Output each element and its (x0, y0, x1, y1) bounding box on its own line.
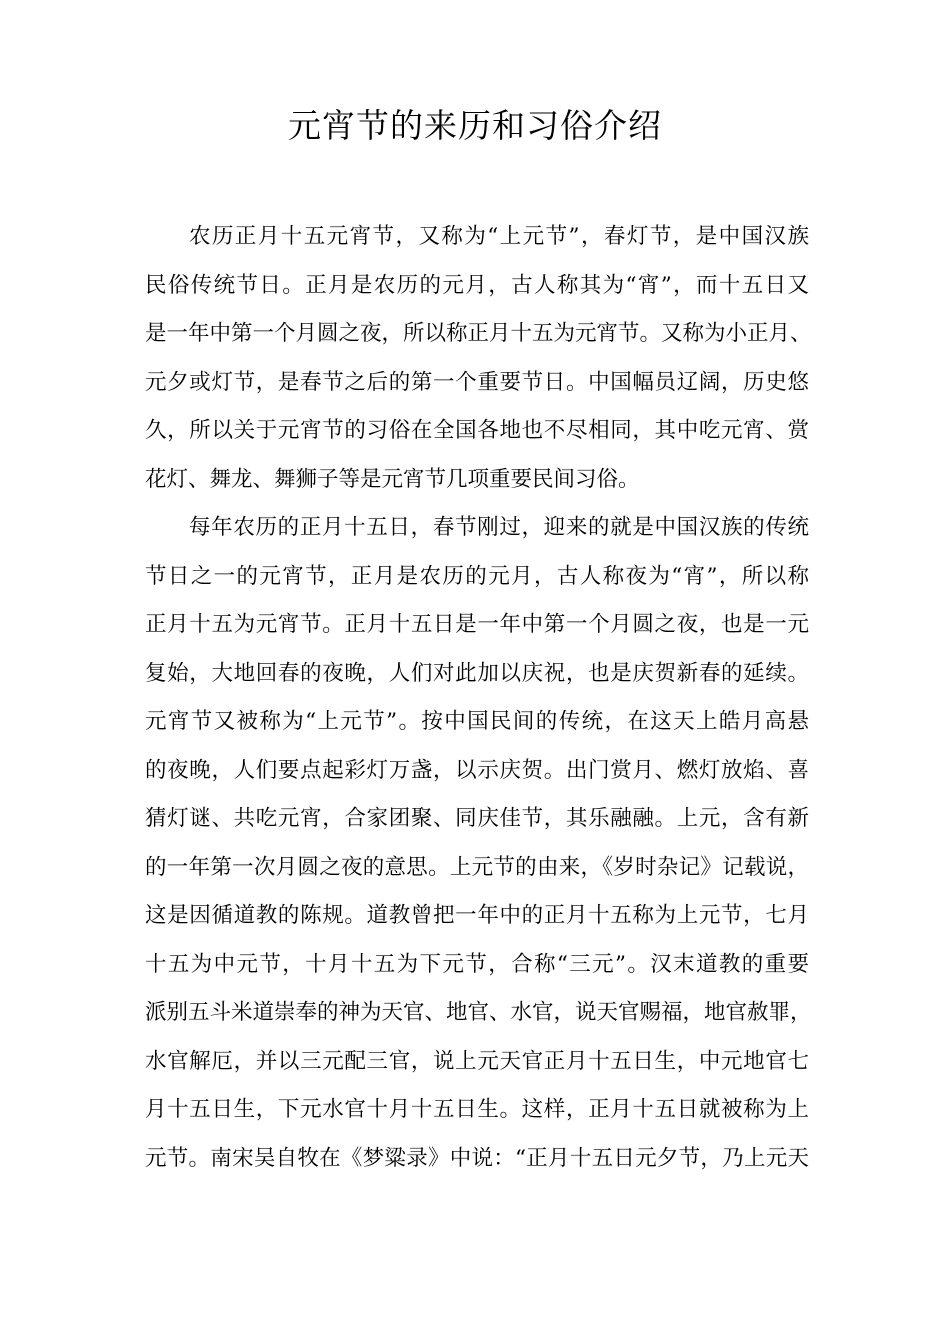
document-title: 元宵节的来历和习俗介绍 (288, 106, 662, 145)
text-line: 是一年中第一个月圆之夜，所以称正月十五为元宵节。又称为小正月、 (145, 321, 812, 346)
text-line: 元宵节又被称为“上元节”。按中国民间的传统，在这天上皓月高悬 (145, 709, 809, 734)
text-line: 月十五日生，下元水官十月十五日生。这样，正月十五日就被称为上 (145, 1097, 809, 1122)
text-line: 的夜晚，人们要点起彩灯万盏，以示庆贺。出门赏月、燃灯放焰、喜 (145, 757, 809, 783)
text-line: 元夕或灯节，是春节之后的第一个重要节日。中国幅员辽阔，历史悠 (145, 369, 809, 395)
text-line: 的一年第一次月圆之夜的意思。上元节的由来，《岁时杂记》记载说， (145, 854, 809, 880)
text-line: 民俗传统节日。正月是农历的元月，古人称其为“宵”，而十五日又 (145, 272, 809, 298)
text-line: 正月十五为元宵节。正月十五日是一年中第一个月圆之夜，也是一元 (145, 612, 809, 637)
text-line: 花灯、舞龙、舞狮子等是元宵节几项重要民间习俗。 (145, 466, 640, 492)
text-line: 十五为中元节，十月十五为下元节，合称“三元”。汉末道教的重要 (145, 951, 809, 977)
text-line: 元节。南宋吴自牧在《梦粱录》中说：“正月十五日元夕节，乃上元天 (145, 1145, 809, 1171)
text-line: 水官解厄，并以三元配三官，说上元天官正月十五日生，中元地官七 (145, 1048, 809, 1074)
text-line: 派别五斗米道崇奉的神为天官、地官、水官，说天官赐福，地官赦罪， (145, 1000, 812, 1025)
text-line: 每年农历的正月十五日，春节刚过，迎来的就是中国汉族的传统 (189, 515, 809, 540)
paragraph-1 (145, 213, 812, 504)
document-body (145, 213, 812, 1183)
paragraph-2 (145, 504, 812, 1183)
text-line: 久，所以关于元宵节的习俗在全国各地也不尽相同，其中吃元宵、赏 (145, 418, 809, 443)
text-line: 猜灯谜、共吃元宵，合家团聚、同庆佳节，其乐融融。上元，含有新 (145, 806, 809, 831)
text-line: 这是因循道教的陈规。道教曾把一年中的正月十五称为上元节，七月 (145, 903, 809, 928)
text-line: 农历正月十五元宵节，又称为“上元节”，春灯节，是中国汉族 (189, 224, 809, 249)
text-line: 节日之一的元宵节，正月是农历的元月，古人称夜为“宵”，所以称 (145, 563, 809, 589)
text-line: 复始，大地回春的夜晚，人们对此加以庆祝，也是庆贺新春的延续。 (145, 660, 809, 686)
